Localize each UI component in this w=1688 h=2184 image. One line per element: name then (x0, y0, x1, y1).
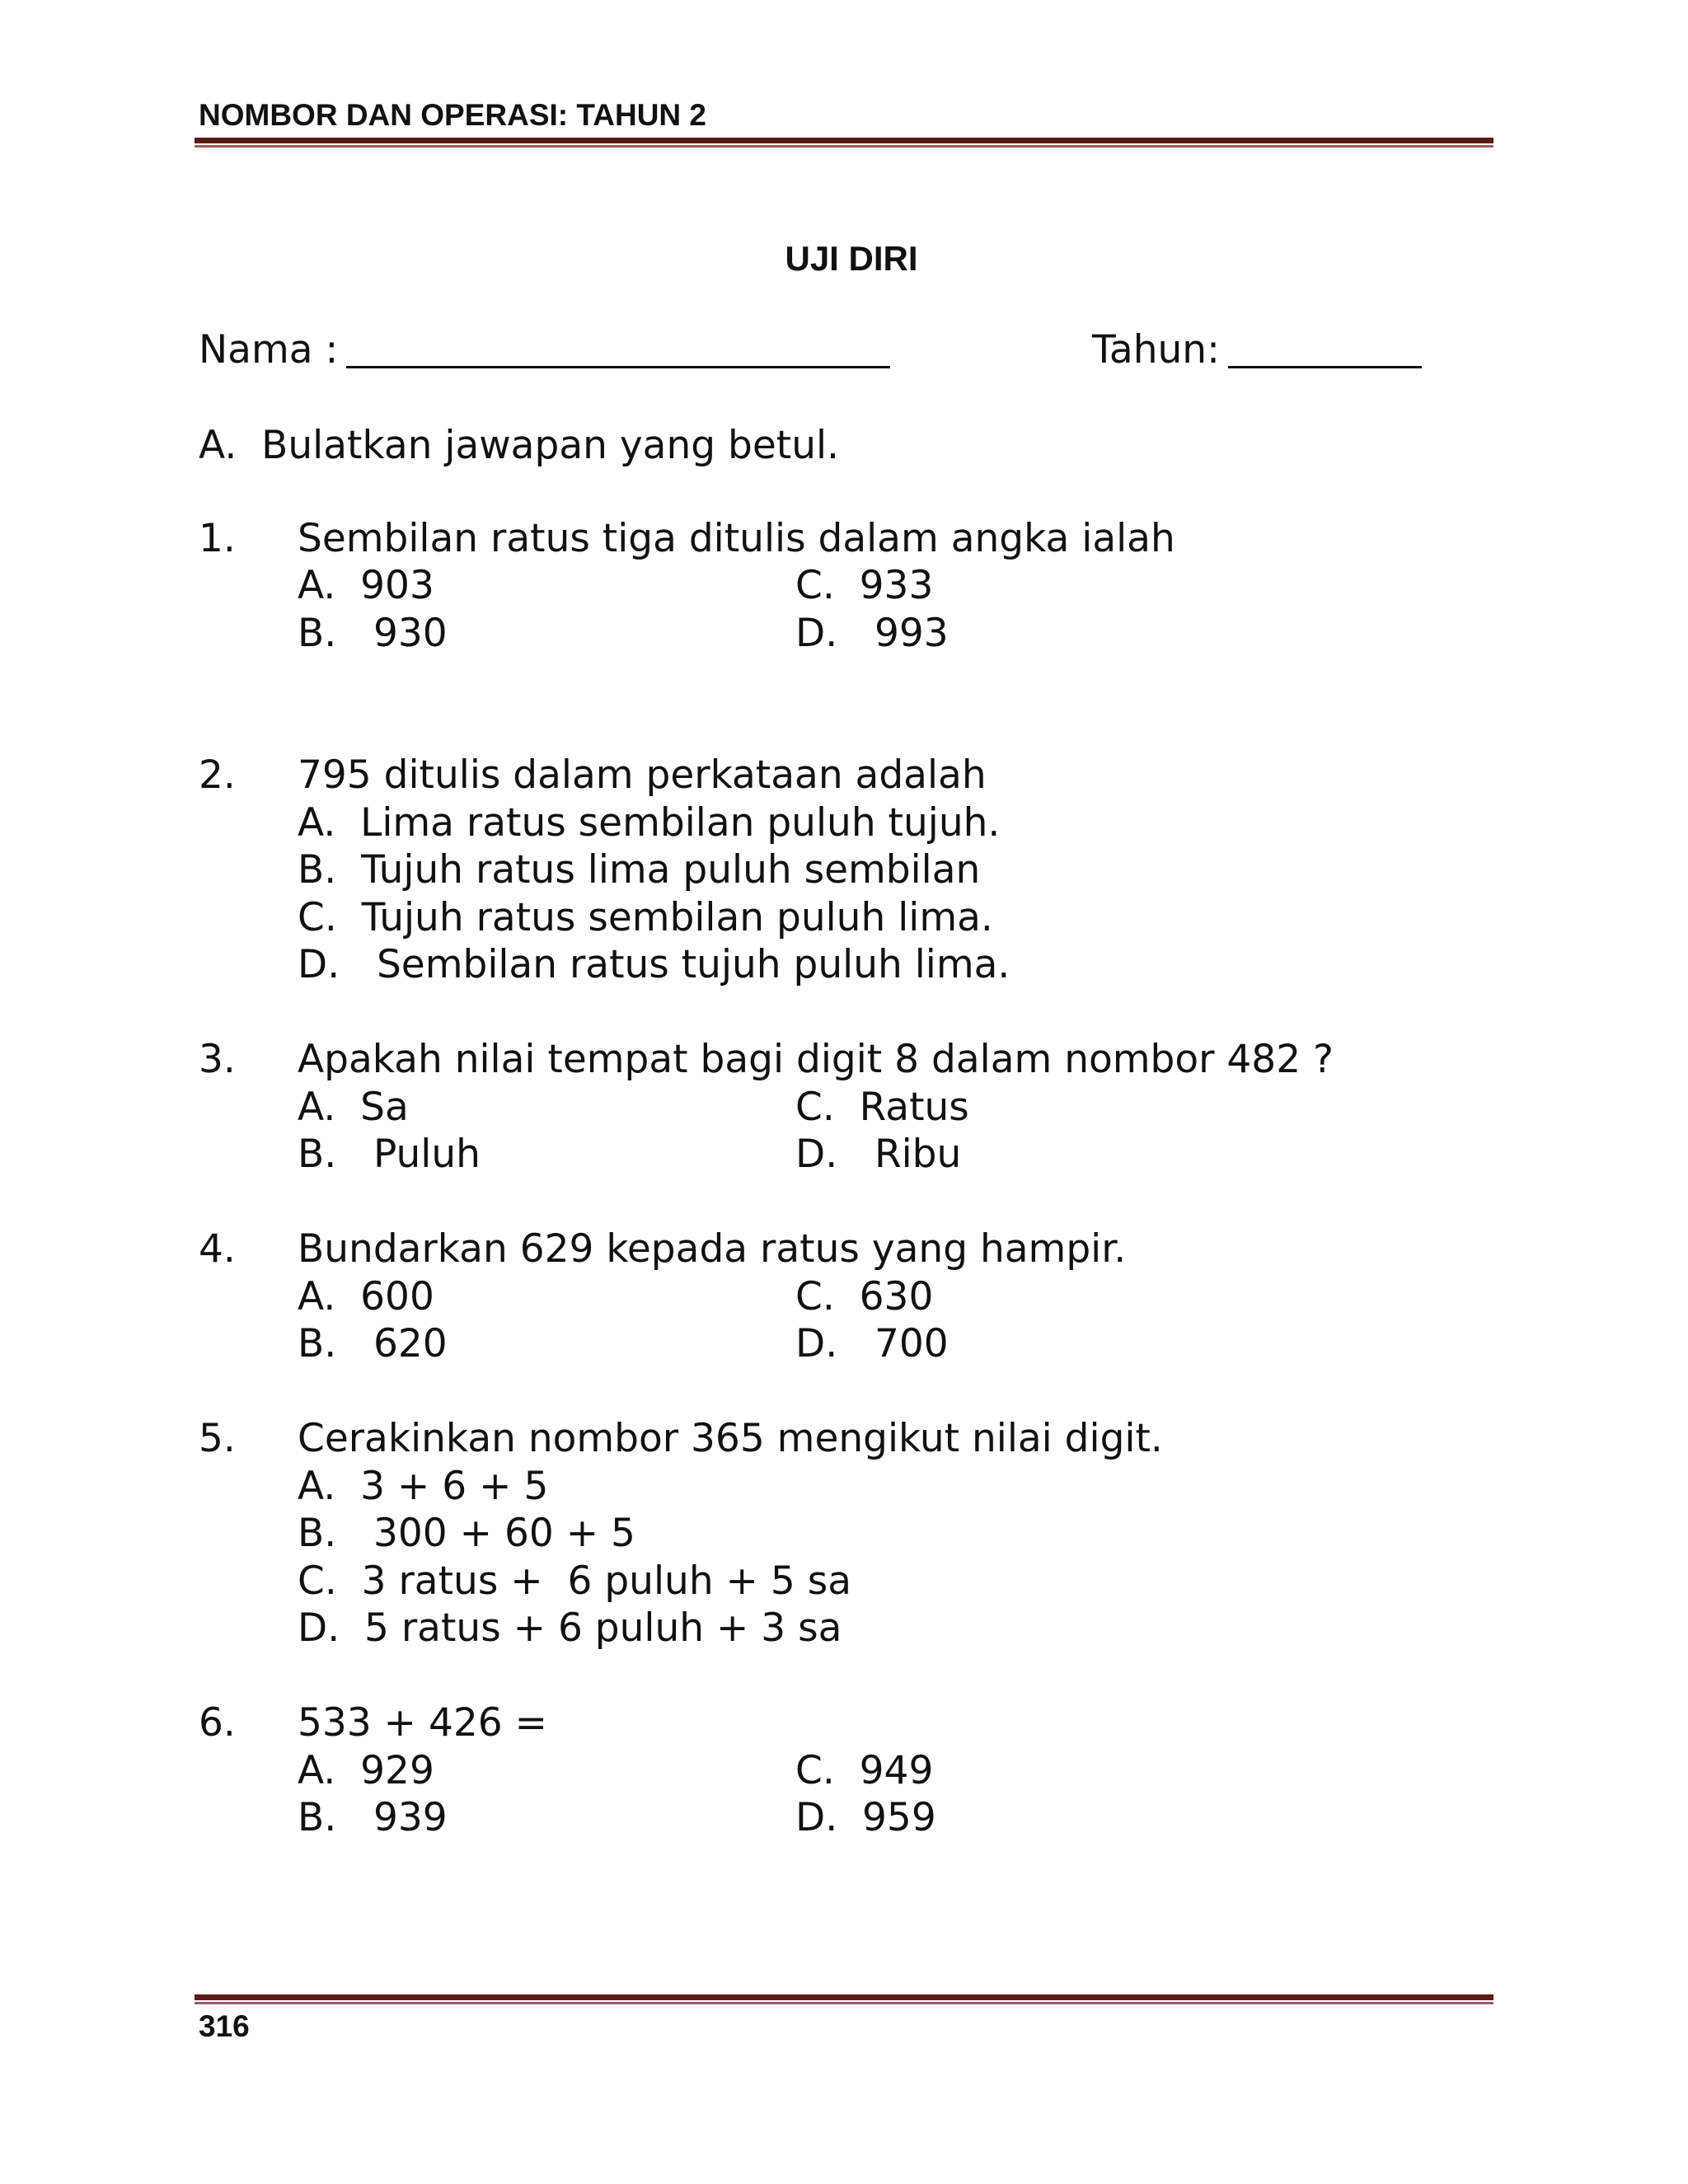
option-c[interactable]: C. 949 (795, 1748, 934, 1793)
question-number: 1. (199, 516, 236, 561)
option-b[interactable]: B. Tujuh ratus lima puluh sembilan (298, 847, 981, 893)
option-c[interactable]: C. 630 (795, 1274, 934, 1319)
question-number: 5. (199, 1416, 236, 1461)
footer-rule (195, 1994, 1493, 2000)
instruction: A. Bulatkan jawapan yang betul. (199, 423, 839, 468)
option-c[interactable]: C. Tujuh ratus sembilan puluh lima. (298, 895, 993, 940)
question-text: 533 + 426 = (298, 1700, 547, 1746)
option-d[interactable]: D. 700 (795, 1321, 949, 1366)
name-field[interactable] (346, 366, 890, 368)
footer-rule-thin (195, 2002, 1493, 2004)
option-c[interactable]: C. 3 ratus + 6 puluh + 5 sa (298, 1558, 851, 1604)
option-d[interactable]: D. 959 (795, 1795, 936, 1840)
question-text: Sembilan ratus tiga ditulis dalam angka ialah (298, 516, 1175, 561)
question-number: 3. (199, 1037, 236, 1082)
question-text: Apakah nilai tempat bagi digit 8 dalam nombor 482 ? (298, 1037, 1334, 1082)
option-c[interactable]: C. 933 (795, 563, 934, 608)
year-label: Tahun: (1092, 327, 1220, 373)
option-a[interactable]: A. Sa (298, 1085, 409, 1130)
option-c[interactable]: C. Ratus (795, 1085, 969, 1130)
year-field[interactable] (1228, 366, 1422, 368)
option-a[interactable]: A. 600 (298, 1274, 434, 1319)
option-b[interactable]: B. 939 (298, 1795, 448, 1840)
page-number: 316 (199, 2009, 250, 2043)
running-header: NOMBOR DAN OPERASI: TAHUN 2 (199, 98, 706, 132)
option-b[interactable]: B. 930 (298, 611, 448, 656)
question-text: 795 ditulis dalam perkataan adalah (298, 752, 987, 798)
option-d[interactable]: D. 993 (795, 611, 949, 656)
option-d[interactable]: D. Sembilan ratus tujuh puluh lima. (298, 942, 1010, 987)
question-text: Cerakinkan nombor 365 mengikut nilai digit. (298, 1416, 1163, 1461)
option-d[interactable]: D. 5 ratus + 6 puluh + 3 sa (298, 1605, 842, 1651)
question-number: 4. (199, 1226, 236, 1272)
question-number: 2. (199, 752, 236, 798)
name-label: Nama : (199, 327, 339, 373)
option-a[interactable]: A. 929 (298, 1748, 434, 1793)
option-a[interactable]: A. 903 (298, 563, 434, 608)
question-number: 6. (199, 1700, 236, 1746)
option-b[interactable]: B. Puluh (298, 1132, 481, 1177)
option-b[interactable]: B. 620 (298, 1321, 448, 1366)
option-b[interactable]: B. 300 + 60 + 5 (298, 1511, 635, 1556)
page-title: UJI DIRI (785, 239, 918, 278)
option-a[interactable]: A. Lima ratus sembilan puluh tujuh. (298, 800, 1001, 846)
header-rule (195, 138, 1493, 143)
question-text: Bundarkan 629 kepada ratus yang hampir. (298, 1226, 1127, 1272)
option-d[interactable]: D. Ribu (795, 1132, 962, 1177)
option-a[interactable]: A. 3 + 6 + 5 (298, 1464, 549, 1509)
header-rule-thin (195, 145, 1493, 148)
